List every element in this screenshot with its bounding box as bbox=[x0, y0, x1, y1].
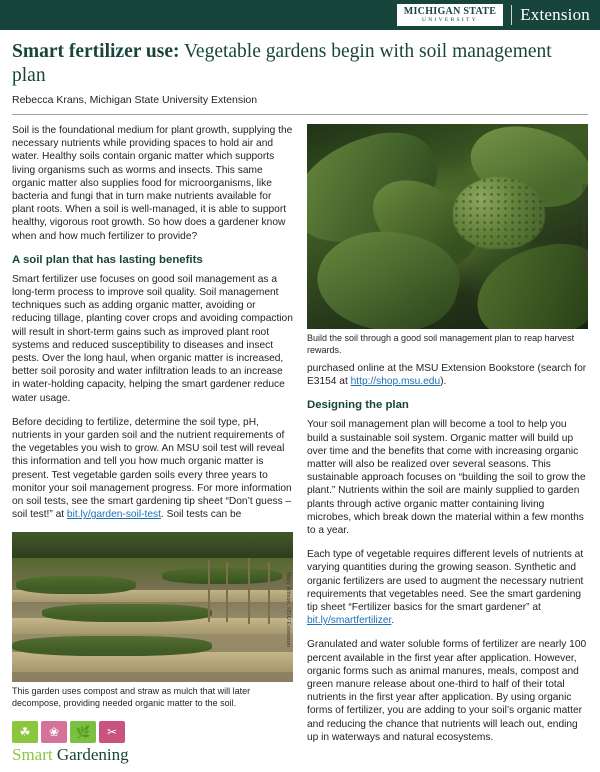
byline: Rebecca Krans, Michigan State University Extension bbox=[12, 94, 258, 106]
title-block bbox=[0, 30, 600, 106]
msu-logo-line2: UNIVERSITY bbox=[421, 16, 478, 23]
brand-smart: Smart bbox=[12, 745, 57, 764]
extension-brand: Extension bbox=[520, 5, 590, 24]
left-paragraph-2: Smart fertilizer use focuses on good soil management as a long-term process to improve soil quality. Soil management techniques such as adding organic matter, avoiding or reducing tillage, planting cover crops and avoiding compaction will result in short-term gains such as improved plant root systems and reduced susceptibility to diseases and insect pests. Over the long haul, when organic matter is increased, better soil porosity and water infiltration leads to an increase in water-holding capacity, helping the smart gardener reduce water usage. bbox=[12, 273, 293, 404]
broccoli-figure-caption: Build the soil through a good soil management plan to reap harvest rewards. bbox=[307, 333, 575, 355]
left-intro-paragraph: Soil is the foundational medium for plant growth, supplying the necessary nutrients while providing spaces to hold air and water. Healthy soils contain organic matter which supports living organisms such as worms and insects. This same organic matter also supplies food for microorganisms, like bacteria and fungi that in turn make nutrients available for plant roots. When a soil is well-managed, it is able to support healthy, vigorous root growth. So how does a gardener know when and how much fertilizer to provide? bbox=[12, 125, 293, 242]
garden-stake-3 bbox=[248, 558, 250, 624]
left-para3-text-a: Before deciding to fertilize, determine the soil type, pH, nutrients in your garden soil and the nutrient requirements of the vegetables you wish to grow. An MSU soil test will reveal this information and tell you how much organic matter is present. Test vegetable garden soils every three years to monitor your soil management progress. For more information on soil tests, see the smart gardening tip sheet “Don’t guess – soil test!” at bbox=[12, 416, 292, 521]
right-subhead: Designing the plan bbox=[307, 399, 409, 412]
left-column bbox=[12, 124, 293, 755]
broccoli-leaf-4 bbox=[469, 236, 588, 329]
right-paragraph-1 bbox=[307, 362, 588, 388]
crop-row-2 bbox=[42, 604, 212, 622]
garden-figure bbox=[12, 532, 293, 709]
broccoli-figure bbox=[307, 124, 588, 356]
left-paragraph-3 bbox=[12, 416, 293, 522]
right-paragraph-4: Granulated and water soluble forms of fertilizer are nearly 100 percent available in the first year after application. However, organic forms such as animal manures, meals, compost and green manure release about one-third to half of their total nutrients in the first year after application. By using organic forms of fertilizer, you are adding to your soil’s organic matter and reducing the chance that nutrients will leach out, ending up in waterways and natural ecosystems. bbox=[307, 639, 587, 743]
header-divider bbox=[511, 5, 512, 25]
right-para3-text-b: . bbox=[391, 615, 395, 627]
crop-row-3 bbox=[12, 636, 212, 656]
brand-gardening: Gardening bbox=[56, 745, 129, 764]
page-title bbox=[12, 40, 588, 88]
flower-icon: ❀ bbox=[41, 721, 67, 743]
smart-gardening-wordmark bbox=[12, 746, 269, 764]
garden-figure-caption: This garden uses compost and straw as mulch that will later decompose, providing needed organic matter to the soil. bbox=[12, 686, 251, 708]
garden-stake-2 bbox=[226, 562, 228, 622]
smart-gardening-footer bbox=[0, 721, 281, 772]
right-paragraph-2: Your soil management plan will become a tool to help you build a sustainable soil system. Organic matter will build up over time and the benefits that come with increasing organic matter will also be realized over several seasons. This sustainable approach focuses on “building the soil to grow the plant.” Nutrients within the soil are mainly supplied to garden plants through active organic matter containing living microbes, which break down the material within a few months to a year. bbox=[307, 419, 586, 537]
msu-logo-line1: MICHIGAN STATE bbox=[403, 5, 497, 17]
right-column bbox=[307, 124, 588, 755]
garden-photo bbox=[12, 532, 293, 682]
right-para3-text-a: Each type of vegetable requires different levels of nutrients at varying quantities during the growing season. Synthetic and organic fertilizers are used to augment the necessary nutrient requirements that vegetables need. See the smart gardening tip sheet “Fertilizer basics for the smart gardener” at bbox=[307, 549, 584, 614]
garden-photo-credit: Mary Wilson, MSU Extension bbox=[285, 572, 291, 648]
garden-treeline bbox=[12, 532, 293, 558]
right-paragraph-3 bbox=[307, 548, 588, 627]
trowel-icon: ✂ bbox=[99, 721, 125, 743]
article-columns bbox=[0, 115, 600, 755]
crop-row-1 bbox=[16, 576, 136, 594]
left-para3-text-b: . Soil tests can be bbox=[160, 509, 242, 521]
footer-icon-row bbox=[12, 721, 269, 743]
broccoli-photo bbox=[307, 124, 588, 329]
title-rest: Vegetable gardens begin with soil management plan bbox=[12, 41, 552, 86]
left-subhead: A soil plan that has lasting benefits bbox=[12, 253, 203, 266]
garden-stake-4 bbox=[268, 562, 270, 624]
right-para1-text-a: purchased online at the MSU Extension Bookstore (search for E3154 at bbox=[307, 363, 587, 388]
crop-row-4 bbox=[162, 568, 282, 584]
garden-stake-1 bbox=[208, 560, 210, 622]
watering-can-icon: ☘ bbox=[12, 721, 38, 743]
broccoli-photo-credit: Rebecca Finneran, MSU Extension bbox=[580, 184, 586, 275]
msu-logo bbox=[397, 4, 503, 26]
msu-extension-header bbox=[0, 0, 600, 30]
smart-fertilizer-link[interactable]: bit.ly/smartfertilizer bbox=[307, 615, 392, 627]
right-para1-text-b: ). bbox=[440, 376, 447, 388]
broccoli-head-texture bbox=[453, 177, 545, 249]
garden-soil-test-link[interactable]: bit.ly/garden-soil-test bbox=[66, 509, 161, 521]
leaf-icon: 🌿 bbox=[70, 721, 96, 743]
title-bold: Smart fertilizer use: bbox=[12, 41, 180, 62]
msu-bookstore-link[interactable]: http://shop.msu.edu bbox=[350, 376, 441, 388]
